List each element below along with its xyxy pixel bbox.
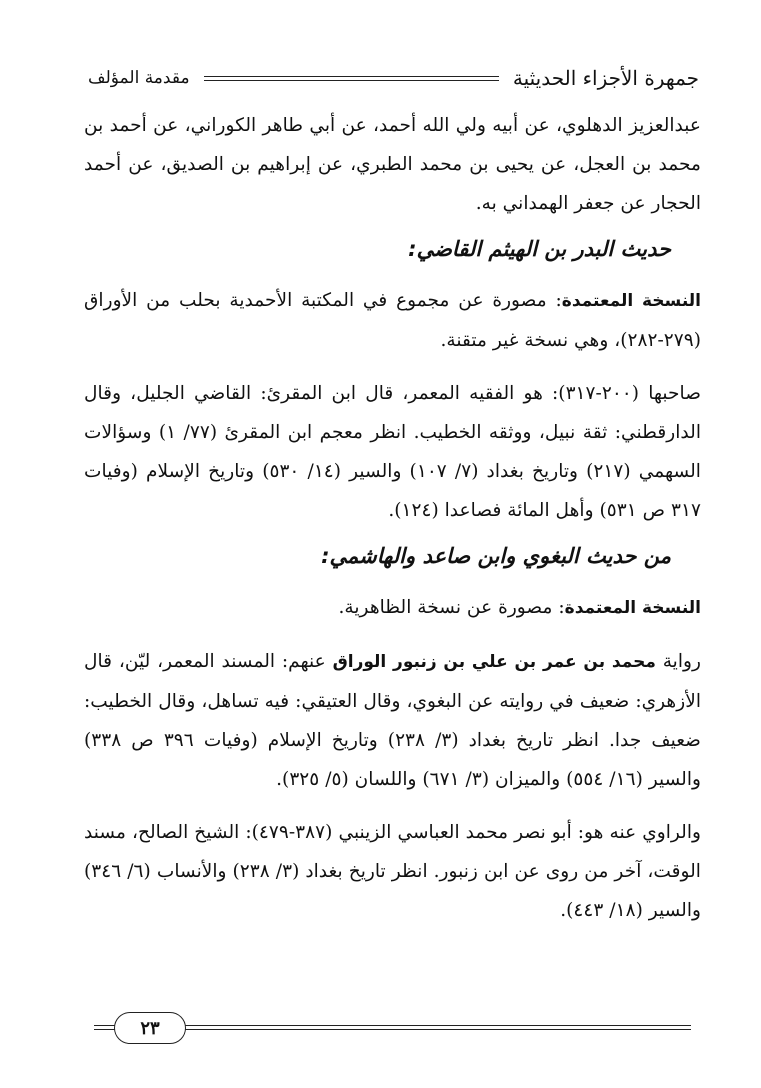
- paragraph-source-badr: [84, 281, 701, 360]
- page-number: ٢٣: [114, 1012, 186, 1044]
- page-body: [84, 106, 701, 930]
- running-header: [88, 60, 699, 96]
- page-footer: [94, 1012, 691, 1046]
- section-title: مقدمة المؤلف: [88, 68, 190, 88]
- book-title: جمهرة الأجزاء الحديثية: [512, 66, 699, 90]
- source-text: : مصورة عن مجموع في المكتبة الأحمدية بحلب من الأوراق (٢٧٩-٢٨٢)، وهي نسخة غير متقنة.: [84, 290, 701, 351]
- paragraph-narrator: [84, 642, 701, 799]
- narration-prefix: رواية: [655, 651, 701, 672]
- heading-badr: حديث البدر بن الهيثم القاضي:: [408, 237, 671, 261]
- paragraph-transmitter: والراوي عنه هو: أبو نصر محمد العباسي الزينبي (٣٨٧-٤٧٩): الشيخ الصالح، مسند الوقت، آخر من روى عن ابن زنبور. انظر تاريخ بغداد (٣/ ٢٣٨) والأنساب (٦/ ٣٤٦) والسير (١٨/ ٤٤٣).: [84, 822, 701, 921]
- heading-baghawi: من حديث البغوي وابن صاعد والهاشمي:: [321, 544, 671, 568]
- narrator-name: محمد بن عمر بن علي بن زنبور الوراق: [332, 652, 656, 672]
- paragraph-isnad: عبدالعزيز الدهلوي، عن أبيه ولي الله أحمد، عن أبي طاهر الكوراني، عن أحمد بن محمد بن العجل، عن يحيى بن محمد الطبري، عن إبراهيم بن الصديق، عن أحمد الحجار عن جعفر الهمداني به.: [84, 115, 701, 214]
- source-text: : مصورة عن نسخة الظاهرية.: [338, 597, 565, 618]
- paragraph-biography-badr: صاحبها (٢٠٠-٣١٧): هو الفقيه المعمر، قال ابن المقرئ: القاضي الجليل، وقال الدارقطني: ثقة نبيل، ووثقه الخطيب. انظر معجم ابن المقرئ (٧٧/ ١) وسؤالات السهمي (٢١٧) وتاريخ بغداد (٧/ ١٠٧) والسير (١٤/ ٥٣٠) وتاريخ الإسلام (وفيات ٣١٧ ص ٥٣١) وأهل المائة فصاعدا (١٢٤).: [84, 383, 701, 521]
- label-source: النسخة المعتمدة: [561, 291, 701, 311]
- label-source: النسخة المعتمدة: [564, 598, 701, 618]
- header-rule: [204, 76, 499, 81]
- narrator-text: عنهم: المسند المعمر، ليّن، قال الأزهري: ضعيف في روايته عن البغوي، وقال العتيقي: فيه تساهل، وقال الخطيب: ضعيف جدا. انظر تاريخ بغداد (٣/ ٢٣٨) وتاريخ الإسلام (وفيات ٣٩٦ ص ٣٣٨) والسير (١٦/ ٥٥٤) والميزان (٣/ ٦٧١) واللسان (٥/ ٣٢٥).: [84, 651, 701, 790]
- paragraph-source-baghawi: [84, 588, 701, 628]
